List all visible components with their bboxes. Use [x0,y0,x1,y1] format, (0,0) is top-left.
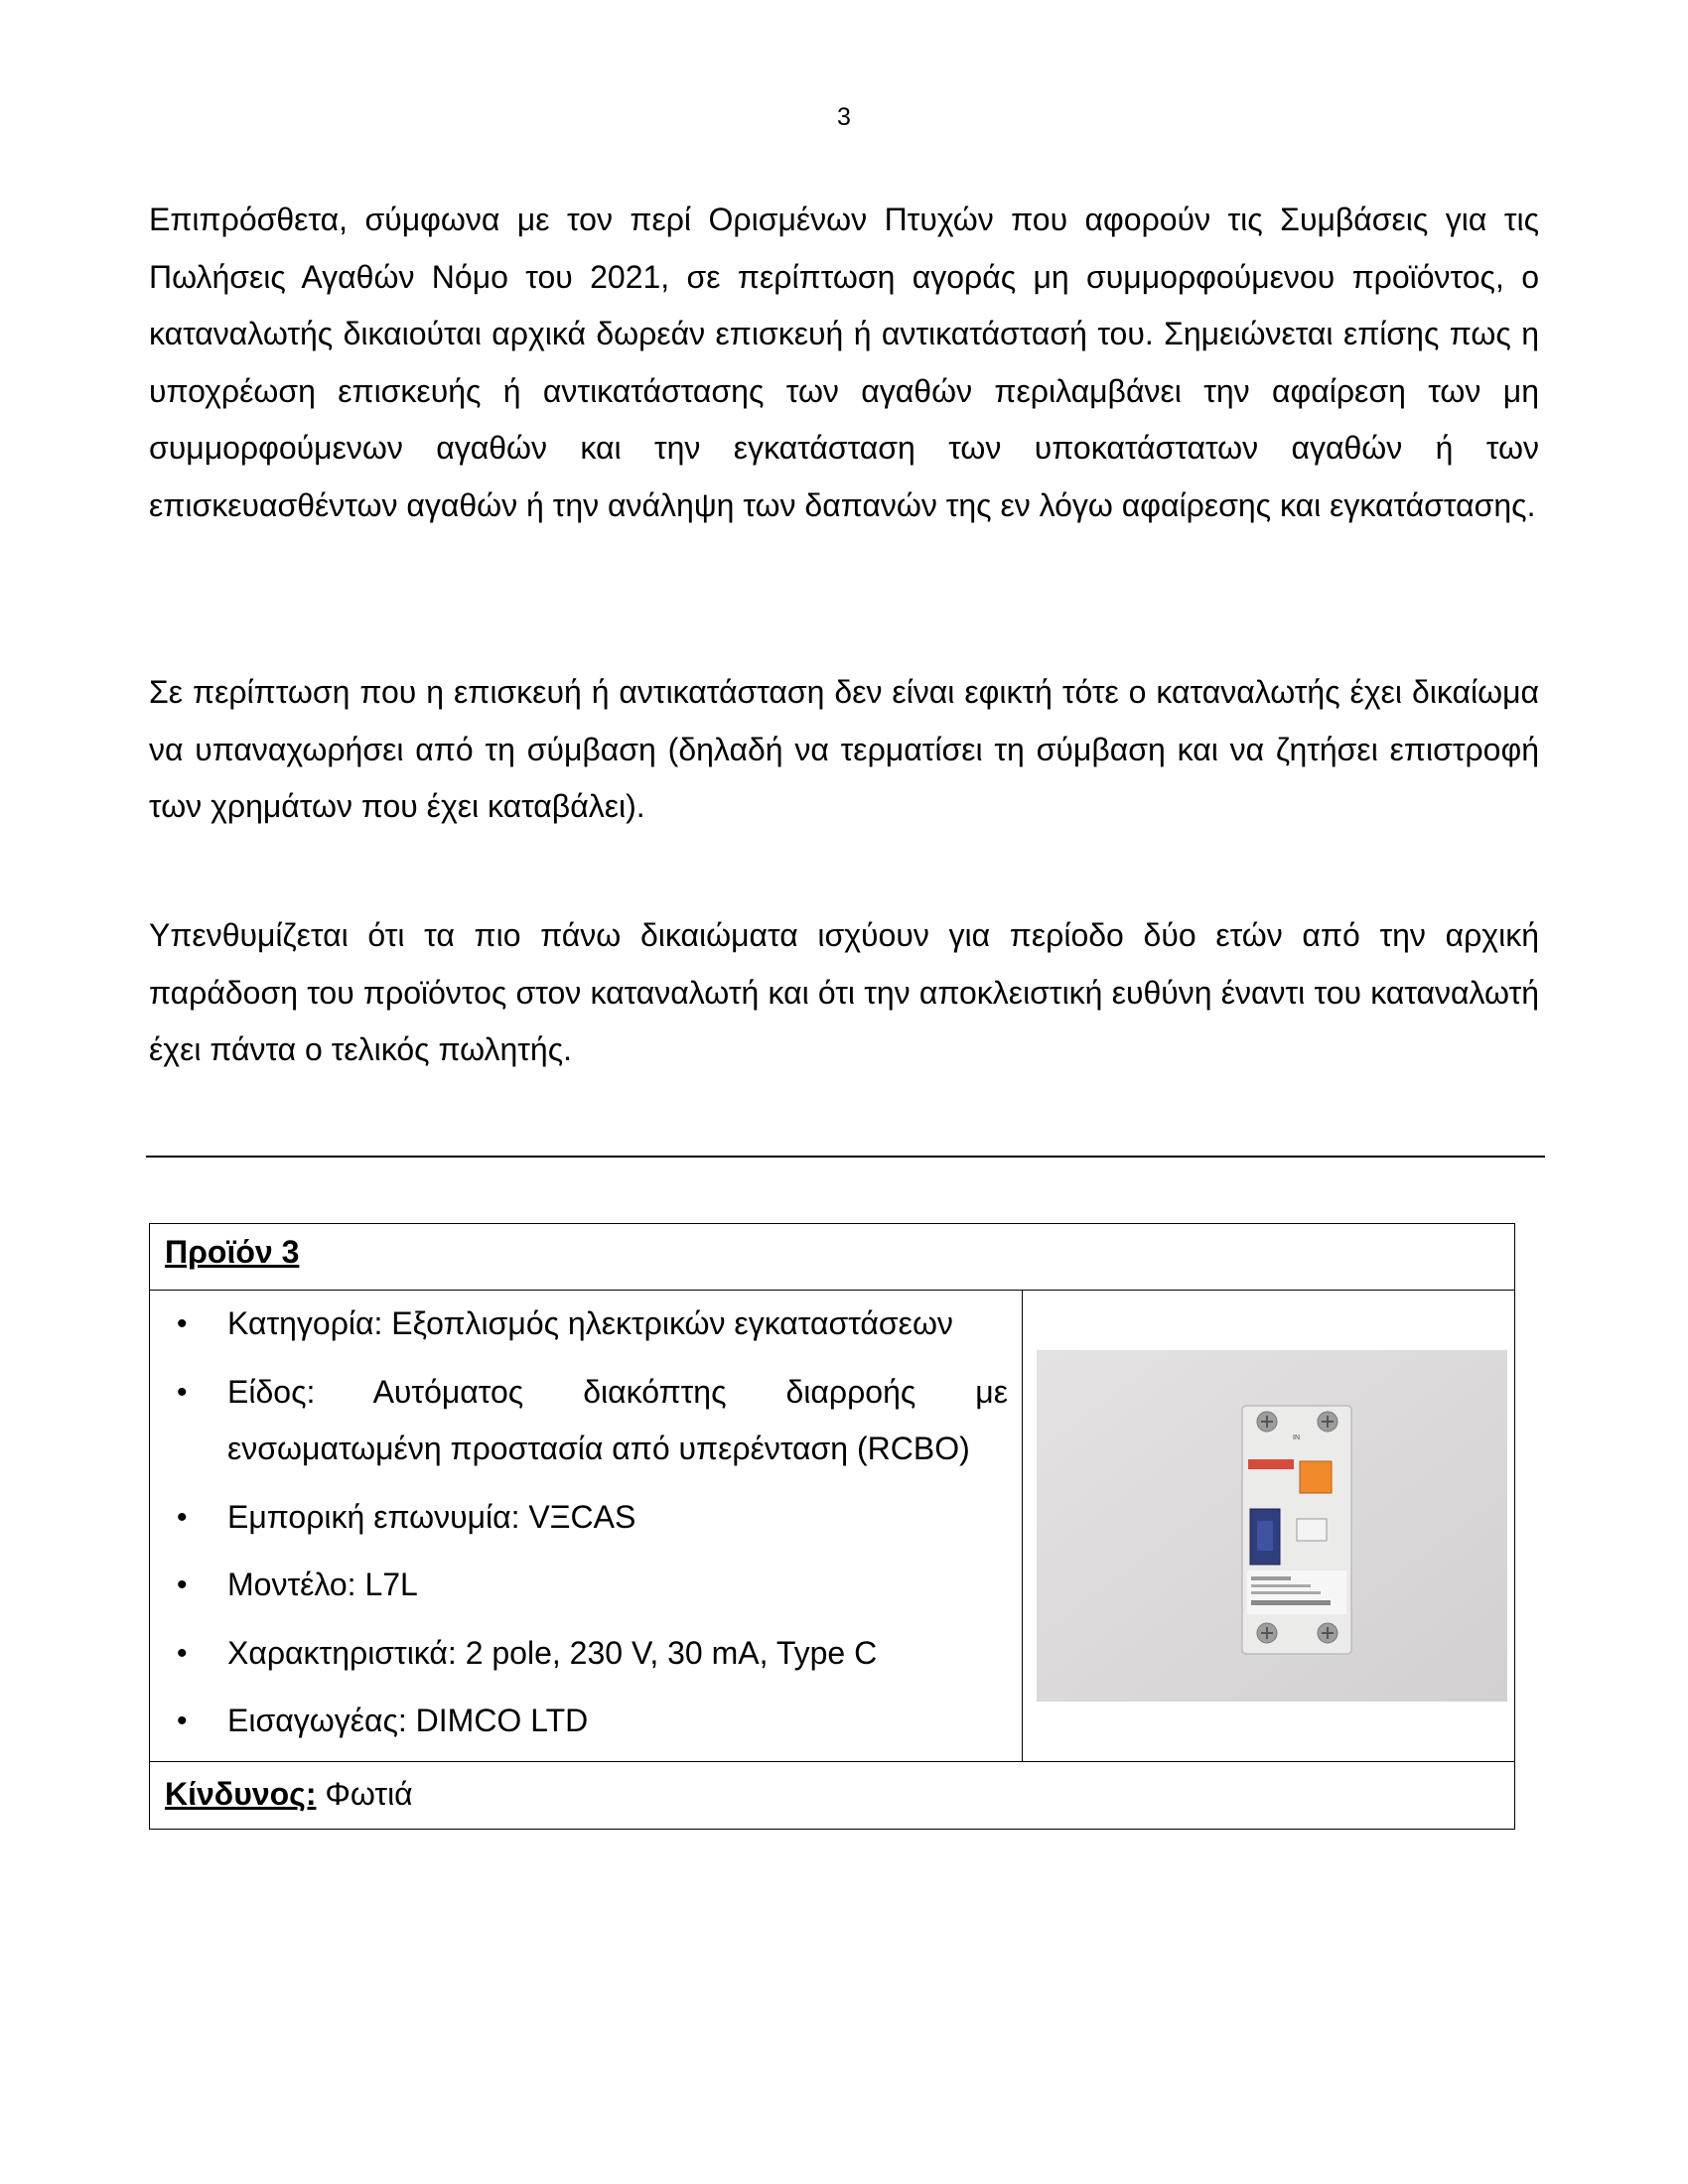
product-table [149,1223,1515,1830]
page-number: 3 [837,103,851,131]
risk-line [150,1762,1514,1818]
horizontal-divider [146,1156,1545,1158]
product-details-cell [150,1291,1023,1762]
product-photo [1037,1350,1507,1702]
paragraph-reminder: Υπενθυμίζεται ότι τα πιο πάνω δικαιώματα ισχύουν για περίοδο δύο ετών από την αρχική παράδοση του προϊόντος στον καταναλωτή και ότι την αποκλειστική ευθύνη έναντι του καταναλωτή έχει πάντα ο τελικός πωλητής. [149,917,1539,1067]
risk-label: Κίνδυνος: [165,1775,317,1812]
product-details-list [150,1291,1022,1750]
paragraph-withdrawal-right: Σε περίπτωση που η επισκευή ή αντικατάσταση δεν είναι εφικτή τότε ο καταναλωτής έχει δικαίωμα να υπαναχωρήσει από τη σύμβαση (δηλαδή να τερματίσει τη σύμβαση και να ζητήσει επιστροφή των χρημάτων που έχει καταβάλει). [149,674,1539,824]
detail-model: • Μοντέλο: L7L [150,1557,1008,1614]
risk-cell [150,1761,1515,1829]
detail-importer: • Εισαγωγέας: DIMCO LTD [150,1693,1008,1750]
product-title-cell [150,1224,1515,1291]
detail-category: • Κατηγορία: Εξοπλισμός ηλεκτρικών εγκαταστάσεων [150,1296,1008,1353]
detail-type: • Είδος: Αυτόματος διακόπτης διαρροής με ενσωματωμένη προστασία από υπερένταση (RCBO) [150,1364,1008,1478]
detail-characteristics: • Χαρακτηριστικά: 2 pole, 230 V, 30 mA, Type C [150,1625,1008,1683]
detail-brand: • Εμπορική επωνυμία: VΞCAS [150,1489,1008,1547]
risk-value: Φωτιά [316,1775,413,1812]
svg-text:IN: IN [1293,1433,1300,1441]
paragraph-consumer-rights: Επιπρόσθετα, σύμφωνα με τον περί Ορισμένων Πτυχών που αφορούν τις Συμβάσεις για τις Πωλήσεις Αγαθών Νόμο του 2021, σε περίπτωση αγοράς μη συμμορφούμενου προϊόντος, ο καταναλωτής δικαιούται αρχικά δωρεάν επισκευή ή αντικατάστασή του. Σημειώνεται επίσης πως η υποχρέωση επισκευής ή αντικατάστασης των αγαθών περιλαμβάνει την αφαίρεση των μη συμμορφούμενων αγαθών και την εγκατάσταση των υποκατάστατων αγαθών ή των επισκευασθέντων αγαθών ή την ανάληψη των δαπανών της εν λόγω αφαίρεσης και εγκατάστασης. [149,202,1539,523]
product-title: Προϊόν 3 [165,1234,300,1270]
product-image-cell [1023,1291,1515,1762]
